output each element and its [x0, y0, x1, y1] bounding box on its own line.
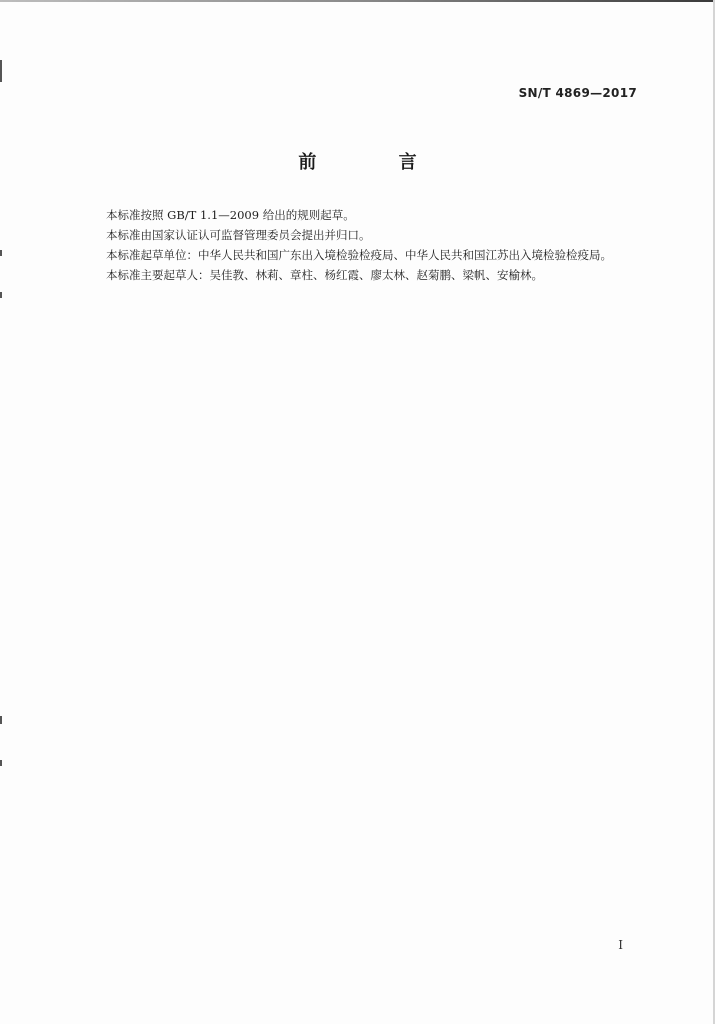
standard-code: SN/T 4869—2017 — [518, 86, 637, 100]
paragraph-drafting-rules: 本标准按照 GB/T 1.1—2009 给出的规则起草。 — [106, 208, 355, 222]
paragraph-drafters: 本标准主要起草人：吴佳教、林莉、章柱、杨红霞、廖太林、赵菊鹏、梁帆、安榆林。 — [106, 268, 543, 282]
page-number: I — [618, 938, 623, 952]
scan-edge-top — [0, 0, 715, 2]
scan-mark — [0, 760, 2, 766]
paragraph-drafting-units: 本标准起草单位：中华人民共和国广东出入境检验检疫局、中华人民共和国江苏出入境检验检疫局。 — [106, 248, 612, 262]
page-title: 前 言 — [298, 152, 455, 173]
body-text — [82, 206, 638, 286]
scan-mark — [0, 292, 2, 298]
scan-mark — [0, 250, 2, 256]
paragraph-proposer: 本标准由国家认证认可监督管理委员会提出并归口。 — [106, 228, 371, 242]
scan-mark — [0, 60, 2, 82]
scan-mark — [0, 716, 2, 724]
